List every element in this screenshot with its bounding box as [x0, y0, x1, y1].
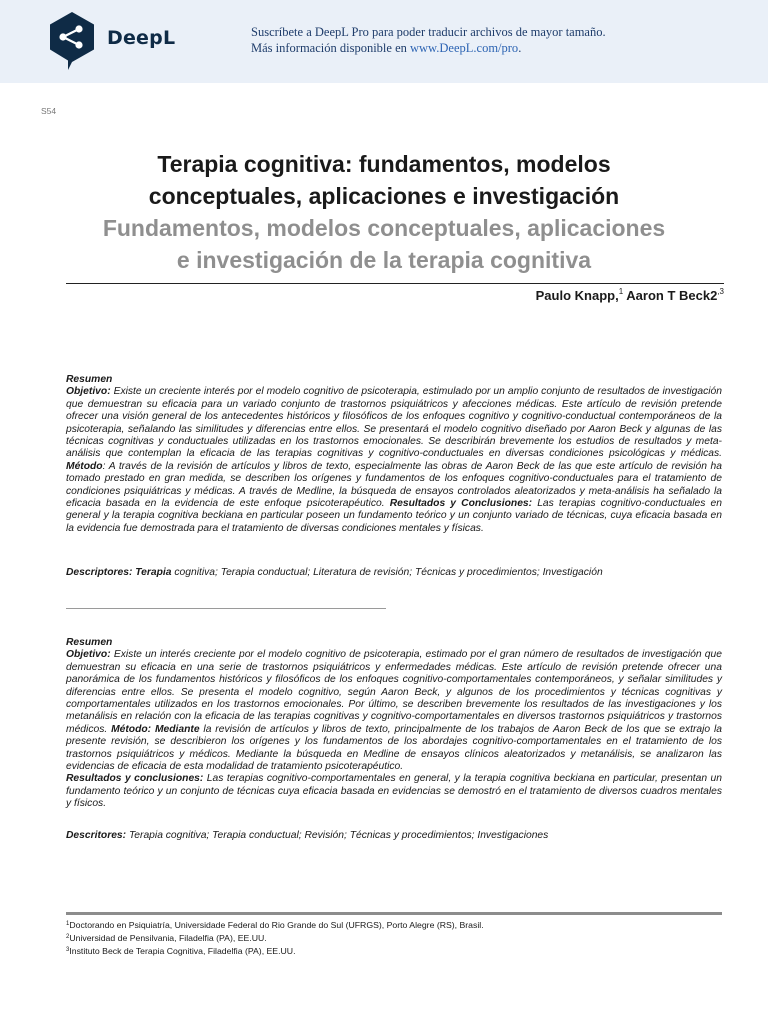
- author-list: Paulo Knapp,$^1$ Aaron T $Beck2^{,3}$: [535, 287, 724, 303]
- abstract-body: Objetivo: Existe un creciente interés por el modelo cognitivo de psicoterapia, estimulado por un amplio conjunto de resultados de investigación que demuestran su eficacia para un variado conjunto de trastornos psiquiátricos y afecciones médicas. Este artículo de revisión pretende ofrecer una visión general de los antecedentes históricos y filosóficos de los enfoques cognitivo y cognitivo-conductual contemporáneos de la psicoterapia, señalando las similitudes y diferencias entre ellos. Se presentará el modelo cognitivo diseñado por Aaron Beck y algunas de las técnicas cognitivas y conductuales utilizadas en los trastornos emocionales. Se describirán brevemente los estudios de resultados y meta-análisis que contemplan la eficacia de las terapias cognitivas y cognitivo-conductuales en diversas condiciones psicológicas y médicas. Método: A través de la revisión de artículos y libros de texto, especialmente las obras de Aaron Beck de las que este artículo de revisión ha tomado prestado en gran medida, se describen los orígenes y fundamentos de los enfoques cognitivo-conductuales para el tratamiento de condiciones psiquiátricas y médicas. A través de Medline, la búsqueda de ensayos controlados aleatorizados y meta-análisis ha señalado la eficacia basada en la evidencia de este enfoque psicoterapéutico. Resultados y Conclusiones: Las terapias cognitivo-conductuales en general y la terapia cognitiva beckiana en particular poseen un fundamento teórico y un conjunto variado de técnicas, cuya eficacia basada en la evidencia fue demostrada para el tratamiento de diversas condiciones mentales y físicas.: [66, 386, 722, 534]
- section-divider: [66, 608, 386, 609]
- deepl-banner: [0, 0, 768, 83]
- footnote-3: $^3$Instituto Beck de Terapia Cognitiva, Filadelfia (PA), EE.UU.: [66, 945, 296, 956]
- abstract-primary: [66, 374, 722, 535]
- subtitle-line-1: Fundamentos, modelos conceptuales, aplicaciones: [102, 215, 666, 241]
- title-line-1: Terapia cognitiva: fundamentos, modelos: [157, 151, 611, 177]
- abstract-heading: Resumen: [66, 637, 113, 648]
- descriptors-secondary: Descritores: Terapia cognitiva; Terapia conductual; Revisión; Técnicas y procedimientos; Investigaciones: [66, 830, 549, 841]
- subtitle-line-2: e investigación de la terapia cognitiva: [176, 247, 592, 273]
- footnote-2: $^2$Universidad de Pensilvania, Filadelfia (PA), EE.UU.: [66, 932, 267, 943]
- deepl-logo-text: DeepL: [107, 27, 176, 49]
- author-beck: Aaron T Beck2: [626, 288, 718, 303]
- abstract-heading: Resumen: [66, 374, 113, 385]
- paper-title: [60, 148, 708, 276]
- title-divider: [66, 283, 724, 284]
- footnote-divider: [66, 912, 722, 915]
- footnotes: [66, 919, 722, 957]
- abstract-body: Objetivo: Existe un interés creciente por el modelo cognitivo de psicoterapia, estimado por el gran número de resultados de investigación que demuestran su eficacia en una serie de trastornos psiquiátricos y enfermedades médicas. Este artículo de revisión pretende ofrecer una panorámica de los fundamentos históricos y filosóficos de los enfoques cognitivo-comportamentales contemporáneos, y señalar similitudes y diferencias entre ellos. Se presenta el modelo cognitivo, según Aaron Beck, y algunos de los procedimientos y técnicas cognitivas y comportamentales utilizados en los trastornos emocionales. Por último, se describen brevemente los resultados de las investigaciones y los metanálisis en relación con la eficacia de las terapias cognitivas y cognitivo-comportamentales en diversos trastornos psiquiátricos y trastornos médicos. Método: Mediante la revisión de artículos y libros de texto, principalmente de los trabajos de Aaron Beck de los que se extrajo la presente revisión, se describieron los orígenes y los fundamentos de los abordajes cognitivo-comportamentales en el tratamiento de los trastornos psiquiátricos y médicos. Mediante la búsqueda en Medline de ensayos clínicos aleatorizados y metanálisis, se analizaron las evidencias de eficacia de esta modalidad de tratamiento psicoterapéutico. Resultados y conclusiones: Las terapias cognitivo-comportamentales en general, y la terapia cognitiva beckiana en particular, presentan un fundamento teórico y un conjunto de técnicas cuya eficacia basada en evidencias se demostró en el tratamiento de diversos cuadros mentales y físicos.: [66, 649, 722, 810]
- footnote-1: $^1$Doctorando en Psiquiatría, Universidade Federal do Rio Grande do Sul (UFRGS), Porto Alegre (RS), Brasil.: [66, 920, 484, 930]
- banner-line-2: Más información disponible en www.DeepL.com/pro.: [251, 41, 522, 55]
- author-knapp: Paulo Knapp,: [535, 288, 619, 303]
- banner-message: [251, 24, 606, 56]
- banner-line-1: Suscríbete a DeepL Pro para poder traducir archivos de mayor tamaño.: [251, 25, 606, 39]
- abstract-secondary: [66, 637, 722, 811]
- deepl-logo-icon[interactable]: [46, 10, 98, 72]
- descriptors-primary: Descriptores: Terapia cognitiva; Terapia conductual; Literatura de revisión; Técnicas y procedimientos; Investigación: [66, 567, 603, 578]
- title-line-2: conceptuales, aplicaciones e investigación: [148, 183, 620, 209]
- deepl-pro-link[interactable]: www.DeepL.com/pro: [410, 41, 519, 55]
- page-number: S54: [41, 106, 57, 116]
